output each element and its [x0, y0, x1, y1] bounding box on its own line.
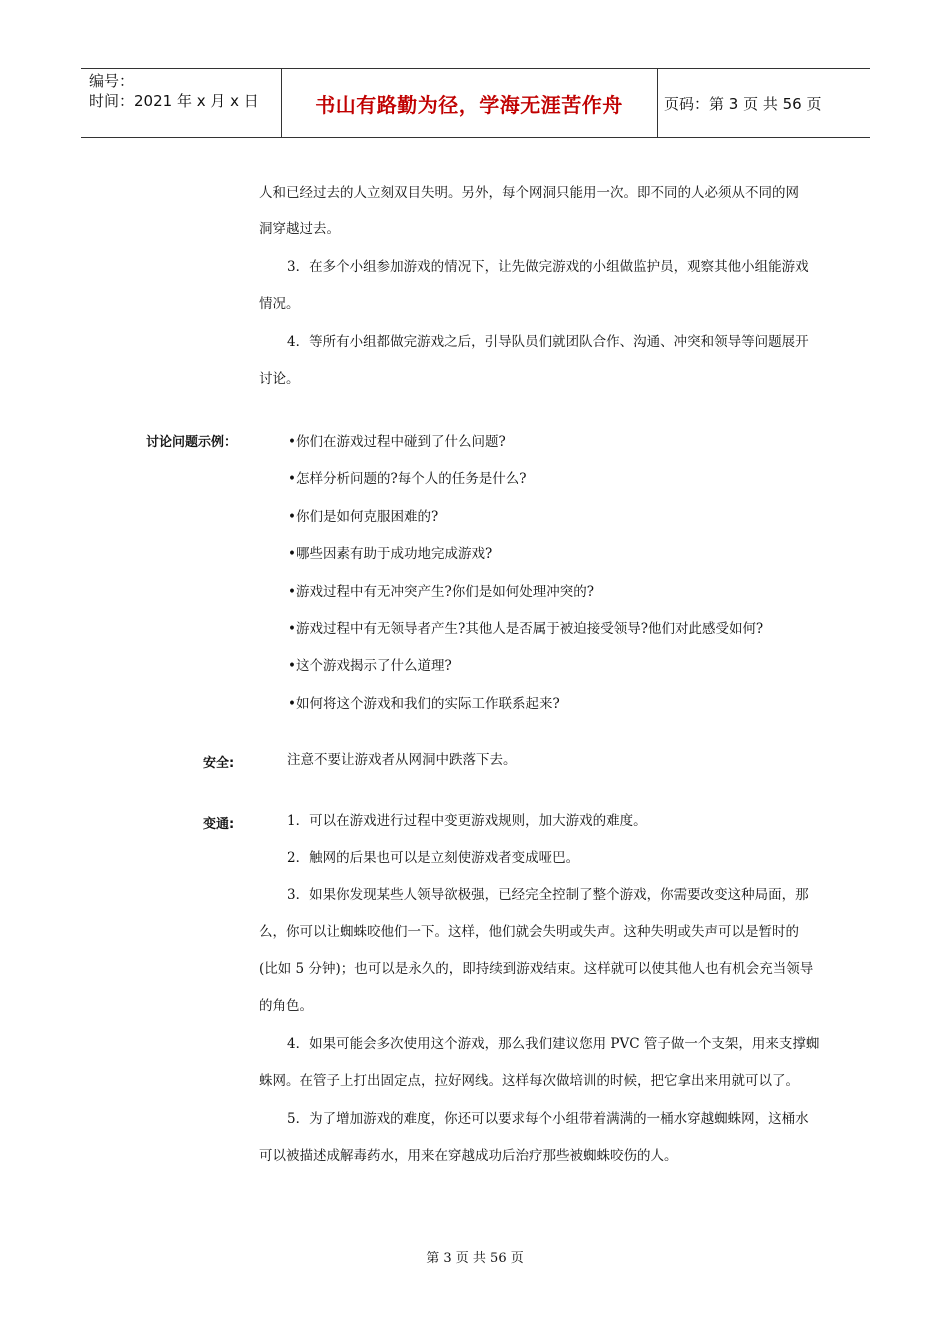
header-meta [81, 69, 282, 137]
variation-4-line-2: 蛛网。在管子上打出固定点，拉好网线。这样每次做培训的时候，把它拿出来用就可以了。 [259, 1073, 799, 1089]
variation-3-line-2: 么，你可以让蜘蛛咬他们一下。这样，他们就会失明或失声。这种失明或失声可以是暂时的 [259, 924, 799, 940]
header-motto: 书山有路勤为径，学海无涯苦作舟 [281, 69, 658, 137]
time-label: 时间：2021 年 x 月 x 日 [89, 92, 259, 110]
discussion-item: •怎样分析问题的?每个人的任务是什么? [288, 471, 527, 487]
safety-label: 安全: [203, 756, 235, 771]
discussion-item: •哪些因素有助于成功地完成游戏? [288, 546, 493, 562]
discussion-item: •如何将这个游戏和我们的实际工作联系起来? [288, 696, 560, 712]
variation-5-line-2: 可以被描述成解毒药水，用来在穿越成功后治疗那些被蜘蛛咬伤的人。 [259, 1148, 678, 1164]
variation-2: 2．触网的后果也可以是立刻使游戏者变成哑巴。 [287, 850, 580, 866]
intro-line-1: 人和已经过去的人立刻双目失明。另外，每个网洞只能用一次。即不同的人必须从不同的网 [259, 185, 799, 201]
discussion-item: •游戏过程中有无冲突产生?你们是如何处理冲突的? [288, 584, 594, 600]
variation-5-line-1: 5．为了增加游戏的难度，你还可以要求每个小组带着满满的一桶水穿越蜘蛛网，这桶水 [287, 1111, 809, 1127]
number-label: 编号： [89, 72, 135, 90]
document-header [81, 68, 870, 138]
variation-4-line-1: 4．如果可能会多次使用这个游戏，那么我们建议您用 PVC 管子做一个支架，用来支撑蜘 [287, 1036, 820, 1052]
step4-line-1: 4．等所有小组都做完游戏之后，引导队员们就团队合作、沟通、冲突和领导等问题展开 [287, 334, 809, 350]
intro-line-2: 洞穿越过去。 [259, 221, 340, 237]
discussion-item: •你们在游戏过程中碰到了什么问题? [288, 434, 506, 450]
header-page-info: 页码：第 3 页 共 56 页 [664, 94, 822, 113]
discussion-label: 讨论问题示例： [146, 435, 238, 450]
variation-3-line-3: (比如 5 分钟)；也可以是永久的，即持续到游戏结束。这样就可以使其他人也有机会充当领导 [259, 961, 814, 977]
step3-line-2: 情况。 [259, 296, 300, 312]
discussion-item: •这个游戏揭示了什么道理? [288, 658, 452, 674]
page-footer: 第 3 页 共 56 页 [426, 1251, 524, 1266]
discussion-item: •游戏过程中有无领导者产生?其他人是否属于被迫接受领导?他们对此感受如何? [288, 621, 764, 637]
step3-line-1: 3．在多个小组参加游戏的情况下，让先做完游戏的小组做监护员，观察其他小组能游戏 [287, 259, 809, 275]
variation-3-line-1: 3．如果你发现某些人领导欲极强，已经完全控制了整个游戏，你需要改变这种局面，那 [287, 887, 809, 903]
step4-line-2: 讨论。 [259, 371, 300, 387]
variation-3-line-4: 的角色。 [259, 998, 313, 1014]
variations-label: 变通: [203, 817, 235, 832]
variation-1: 1．可以在游戏进行过程中变更游戏规则，加大游戏的难度。 [287, 813, 647, 829]
safety-text: 注意不要让游戏者从网洞中跌落下去。 [287, 752, 517, 768]
discussion-item: •你们是如何克服困难的? [288, 509, 439, 525]
